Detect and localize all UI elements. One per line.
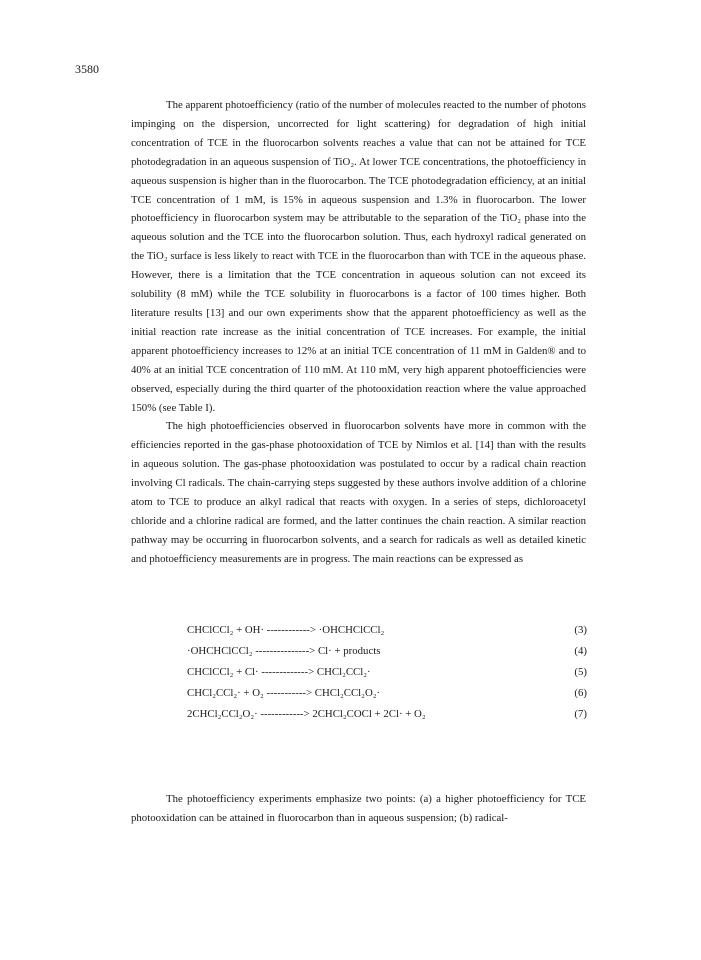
equation-text: CHCl₂CCl₂· + O₂ -----------> CHCl₂CCl₂O₂· [187,687,381,699]
equation-row [187,620,587,641]
equation-text: CHClCCl₂ + OH· ------------> ·OHCHClCCl₂ [187,624,385,636]
equation-row [187,641,587,662]
equation-row [187,704,587,725]
equation-number: (4) [574,645,587,657]
equation-row [187,662,587,683]
closing-text [131,790,586,828]
equation-text: CHClCCl₂ + Cl· -------------> CHCl₂CCl₂· [187,666,371,678]
equation-row [187,683,587,704]
page-number: 3580 [75,62,99,76]
paragraph-gas-phase: The high photoefficiencies observed in fluorocarbon solvents have more in common with the efficiencies reported in the gas-phase photooxidation of TCE by Nimlos et al. [14] than with the results in aqueous solution. The gas-phase photooxidation was postulated to occur by a radical chain reaction involving Cl radicals. The chain-carrying steps suggested by these authors involve addition of a chlorine atom to TCE to produce an alkyl radical that reacts with oxygen. In a series of steps, dichloroacetyl chloride and a chlorine radical are formed, and the latter continues the chain reaction. A similar reaction pathway may be occurring in fluorocarbon solvents, and a search for radicals as well as detailed kinetic and photoefficiency measurements are in progress. The main reactions can be expressed as [131,420,586,565]
paragraph-conclusions: The photoefficiency experiments emphasize two points: (a) a higher photoefficiency for TCE photooxidation can be attained in fluorocarbon than in aqueous suspension; (b) radical- [131,793,586,824]
body-text [131,96,586,569]
equation-text: ·OHCHClCCl₂ ---------------> Cl· + products [187,645,381,657]
equation-text: 2CHCl₂CCl₂O₂· ------------> 2CHCl₂COCl + 2Cl· + O₂ [187,708,426,720]
equation-number: (7) [574,708,587,720]
equation-number: (3) [574,624,587,636]
paragraph-photoefficiency: The apparent photoefficiency (ratio of the number of molecules reacted to the number of photons impinging on the dispersion, uncorrected for light scattering) for degradation of high initial concentration of TCE in the fluorocarbon solvents reaches a value that can not be attained for TCE photodegradation in an aqueous suspension of TiO₂. At lower TCE concentrations, the photoefficiency in aqueous suspension is higher than in the fluorocarbon. The TCE photodegradation efficiency, at an initial TCE concentration of 1 mM, is 15% in aqueous suspension and 1.3% in fluorocarbon. The lower photoefficiency in fluorocarbon system may be attributable to the separation of the TiO₂ phase into the aqueous solution and the TCE into the fluorocarbon solution. Thus, each hydroxyl radical generated on the TiO₂ surface is less likely to react with TCE in the fluorocarbon than with TCE in the aqueous phase. However, there is a limitation that the TCE concentration in aqueous solution can not exceed its solubility (8 mM) while the TCE solubility in fluorocarbons is a factor of 100 times higher. Both literature results [13] and our own experiments show that the apparent photoefficiency as well as the initial reaction rate increase as the initial concentration of TCE increases. For example, the initial apparent photoefficiency increases to 12% at an initial TCE concentration of 11 mM in Galden® and to 40% at an initial TCE concentration of 110 mM. At 110 mM, very high apparent photoefficiencies were observed, especially during the third quarter of the photooxidation reaction where the value approached 150% (see Table I). [131,99,586,414]
equation-number: (5) [574,666,587,678]
equation-number: (6) [574,687,587,699]
reaction-equations [187,620,587,725]
